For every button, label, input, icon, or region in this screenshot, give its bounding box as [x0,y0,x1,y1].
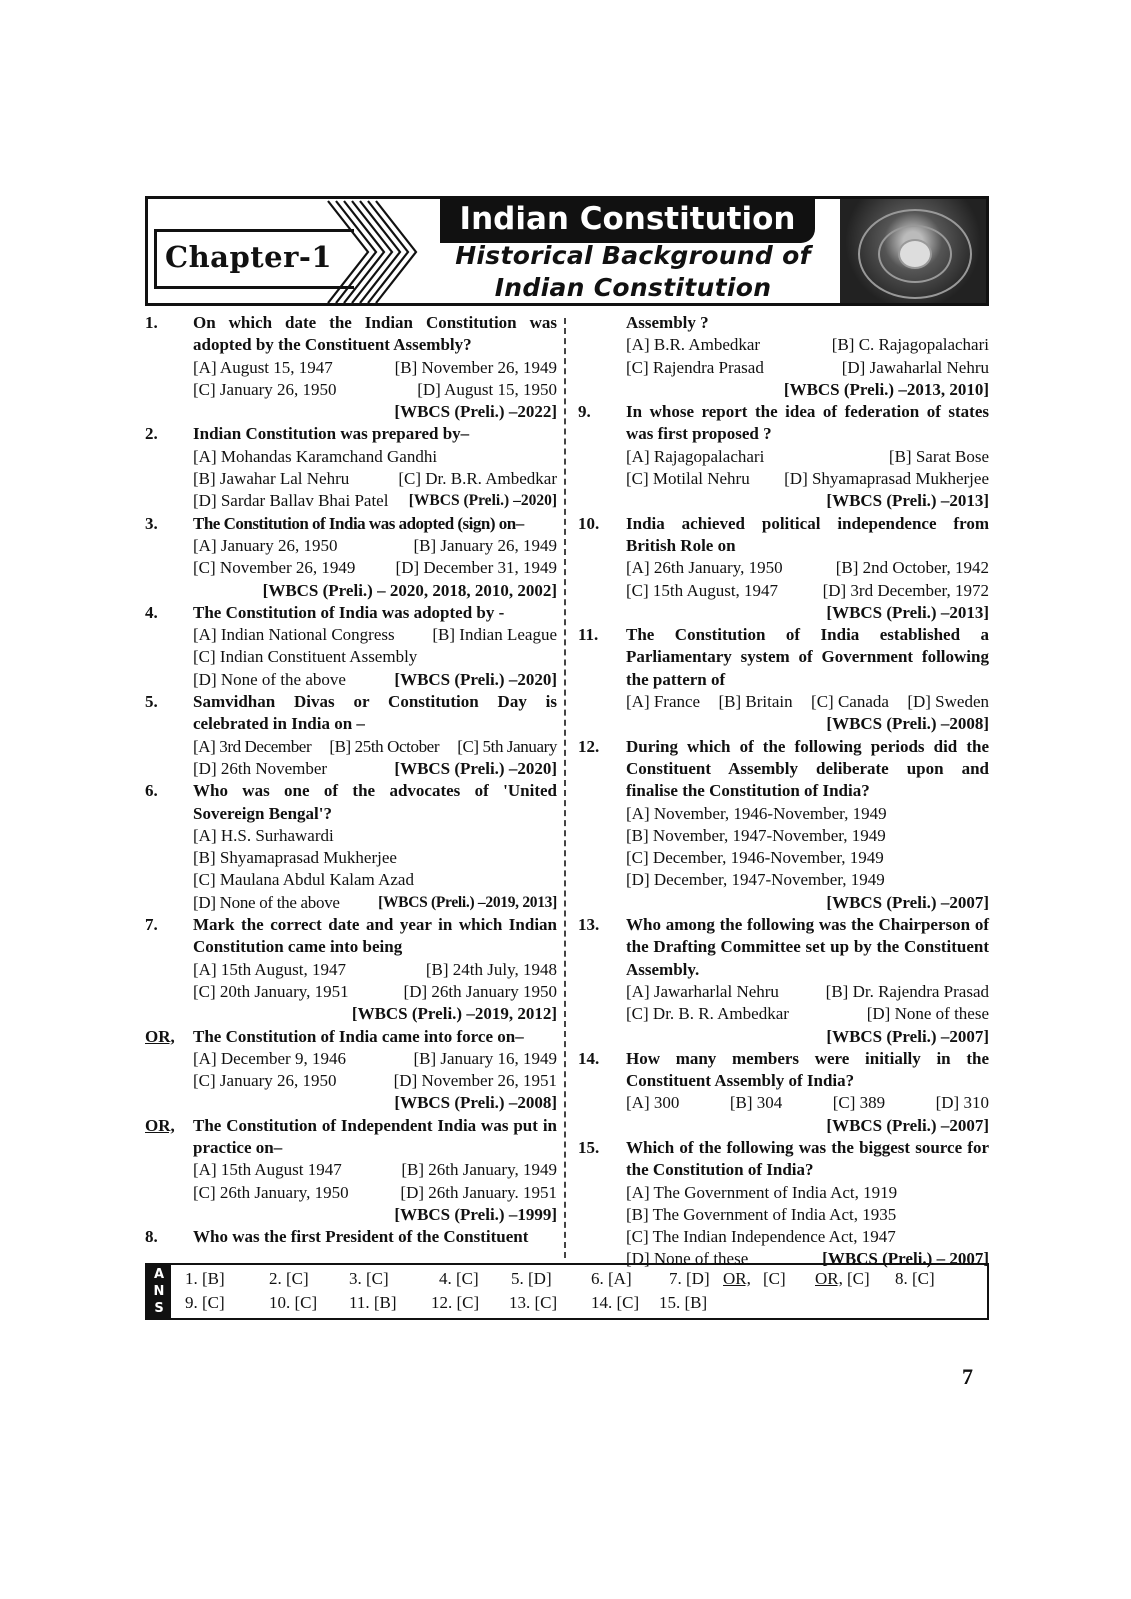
exam-reference: [WBCS (Preli.) –2019, 2013] [378,893,557,911]
chapter-subtitle-line2: Indian Constitution [494,273,772,302]
question-5 [145,691,557,780]
question-14 [578,1048,989,1137]
question-2 [145,423,557,512]
answer-item: 2. [C] [269,1269,309,1288]
answer-item: 9. [C] [185,1293,225,1312]
left-column [145,312,557,1248]
question-15 [578,1137,989,1271]
option-b: [B] 25th October [329,736,440,756]
option-b: [B] November, 1947-November, 1949 [626,825,886,845]
answer-item: 5. [D] [511,1269,552,1288]
option-b: [B] Britain [718,692,793,712]
option-c: [C] Rajendra Prasad [626,357,764,377]
exam-reference: [WBCS (Preli.) –2008] [394,1093,557,1113]
question-number: 6. [145,781,158,801]
option-b: [B] January 16, 1949 [413,1048,557,1068]
option-b: [B] 24th July, 1948 [425,959,557,979]
question-text: In whose report the idea of federation of states was first proposed ? [626,402,989,444]
option-c: [C] January 26, 1950 [193,1071,337,1091]
option-c: [C] Canada [811,692,889,712]
option-d: [D] August 15, 1950 [417,379,557,399]
question-text: The Constitution of India was adopted (sign) on– [193,513,524,533]
question-text: The Constitution of India came into force on– [193,1026,524,1046]
exam-reference: [WBCS (Preli.) –2007] [826,1026,989,1046]
option-d: [D] 26th January 1950 [403,981,557,1001]
option-c: [C] 5th January [457,736,557,756]
option-d: [D] None of these [866,1004,989,1024]
question-number: 9. [578,402,591,422]
option-d: [D] December, 1947-November, 1949 [626,870,885,890]
option-a: [A] 15th August, 1947 [193,959,346,979]
exam-reference: [WBCS (Preli.) –2020] [394,758,557,778]
question-4 [145,602,557,691]
option-d: [D] None of the above [193,892,340,912]
option-b: [B] Jawahar Lal Nehru [193,469,350,489]
option-b: [B] Indian League [432,625,557,645]
question-text: Which of the following was the biggest source for the Constitution of India? [626,1137,989,1180]
question-6 [145,780,557,914]
option-a: [A] 15th August 1947 [193,1160,342,1180]
answer-key-tag: A N S [147,1265,171,1319]
answer-item: 3. [C] [349,1269,389,1288]
page-number: 7 [962,1364,973,1389]
exam-reference: [WBCS (Preli.) –2008] [826,714,989,734]
option-d: [D] 310 [935,1093,989,1113]
option-c: [C] November 26, 1949 [193,558,356,578]
question-text: On which date the Indian Constitution was adopted by the Constituent Assembly? [193,313,557,355]
option-b: [B] January 26, 1949 [413,535,557,555]
question-11 [578,624,989,735]
option-a: [A] Rajagopalachari [626,446,765,466]
question-text: Who among the following was the Chairperson of the Drafting Committee set up by the Constituent Assembly. [626,915,989,979]
exam-reference: [WBCS (Preli.) –2007] [826,892,989,912]
answer-item: 11. [B] [349,1293,397,1312]
question-12 [578,736,989,914]
exam-reference: [WBCS (Preli.) –2013] [826,602,989,622]
question-8-continued [578,312,989,401]
option-a: [A] August 15, 1947 [193,357,333,377]
question-text: India achieved political independence from British Role on [626,513,989,555]
option-a: [A] 3rd December [193,736,312,756]
question-number: 12. [578,736,600,756]
option-a: [A] France [626,692,701,712]
question-number: 7. [145,915,158,935]
exam-reference: [WBCS (Preli.) –2020] [394,669,557,689]
question-9 [578,401,989,512]
option-a: [A] December 9, 1946 [193,1048,346,1068]
question-number: 4. [145,602,158,622]
answer-item: 13. [C] [509,1293,558,1312]
column-divider [564,318,566,1258]
exam-reference: [WBCS (Preli.) –2022] [394,402,557,422]
chapter-box [154,229,354,289]
question-7-or-1 [145,1026,557,1115]
option-d: [D] Sardar Ballav Bhai Patel [193,491,389,511]
option-b: [B] The Government of India Act, 1935 [626,1204,897,1224]
question-number: 3. [145,513,158,533]
option-a: [A] 26th January, 1950 [626,558,783,578]
exam-reference: [WBCS (Preli.) – 2007] [822,1249,989,1269]
option-c: [C] 389 [832,1093,886,1113]
question-text: The Constitution of India established a Parliamentary system of Government following the pattern of [626,625,989,689]
answer-item: 12. [C] [431,1293,480,1312]
option-c: [C] 15th August, 1947 [626,580,779,600]
answer-item: 7. [D] [669,1269,710,1288]
question-number: 8. [145,1227,158,1247]
chapter-banner [145,196,989,306]
option-d: [D] 26th November [193,758,328,778]
option-d: [D] Jawaharlal Nehru [841,357,989,377]
chapter-subtitle-line1: Historical Background of [455,241,811,270]
question-text: Mark the correct date and year in which Indian Constitution came into being [193,915,557,957]
question-3 [145,513,557,602]
question-text: Indian Constitution was prepared by– [193,424,470,444]
chapter-label: Chapter-1 [165,240,333,274]
option-d: [D] 26th January. 1951 [400,1182,557,1202]
option-a: [A] Mohandas Karamchand Gandhi [193,446,438,466]
exam-reference: [WBCS (Preli.) –2013] [826,491,989,511]
question-text: During which of the following periods did the Constituent Assembly deliberate upon and finalise the Constitution of India? [626,736,989,801]
exam-reference: [WBCS (Preli.) – 2020, 2018, 2010, 2002] [262,580,557,600]
option-b: [B] Sarat Bose [888,446,989,466]
answer-item: 1. [B] [185,1269,225,1288]
option-a: [A] November, 1946-November, 1949 [626,803,887,823]
chevron-arrows-icon [326,199,426,305]
answer-item: 14. [C] [591,1293,640,1312]
option-c: [C] 20th January, 1951 [193,981,349,1001]
question-text: The Constitution of Independent India was put in practice on– [193,1115,557,1157]
question-text: The Constitution of India was adopted by - [193,602,505,622]
option-b: [B] 26th January, 1949 [401,1160,557,1180]
question-number: 13. [578,915,600,935]
option-d: [D] Shyamaprasad Mukherjee [784,469,989,489]
question-number: 2. [145,424,158,444]
answer-item: [C] [847,1269,870,1288]
question-text: Who was the first President of the Constituent [193,1227,529,1247]
option-c: [C] Indian Constituent Assembly [193,647,418,667]
option-b: [B] Dr. Rajendra Prasad [825,981,989,1001]
question-8 [145,1226,557,1248]
answer-item: [C] [763,1269,786,1288]
option-b: [B] C. Rajagopalachari [831,335,989,355]
parliament-photo [840,199,986,305]
option-c: [C] Dr. B.R. Ambedkar [398,469,557,489]
question-7 [145,914,557,1025]
question-text-continued: Assembly ? [626,313,709,332]
question-number: OR, [145,1026,175,1046]
question-number: 15. [578,1137,600,1157]
question-text: Samvidhan Divas or Constitution Day is celebrated in India on – [193,692,557,734]
option-d: [D] November 26, 1951 [393,1071,557,1091]
exam-reference: [WBCS (Preli.) –2007] [826,1115,989,1135]
option-d: [D] Sweden [907,692,989,712]
question-number: OR, [145,1115,175,1135]
option-d: [D] None of the above [193,669,346,689]
option-b: [B] November 26, 1949 [394,357,557,377]
question-1 [145,312,557,423]
question-text: How many members were initially in the Constituent Assembly of India? [626,1048,989,1091]
question-number: 1. [145,313,158,332]
answer-item: 4. [C] [439,1269,479,1288]
exam-reference: [WBCS (Preli.) –2019, 2012] [351,1004,557,1024]
option-b: [B] 304 [729,1093,783,1113]
option-a: [A] H.S. Surhawardi [193,825,334,845]
title-bar [440,199,815,243]
option-a: [A] The Government of India Act, 1919 [626,1182,898,1202]
question-number: 14. [578,1048,600,1068]
option-a: [A] Jawarharlal Nehru [626,981,779,1001]
answer-item-or: OR, [723,1269,751,1288]
option-c: [C] January 26, 1950 [193,379,337,399]
exam-reference: [WBCS (Preli.) –2013, 2010] [783,379,989,399]
option-c: [C] 26th January, 1950 [193,1182,349,1202]
question-10 [578,513,989,624]
option-b: [B] 2nd October, 1942 [835,558,989,578]
option-a: [A] January 26, 1950 [193,535,338,555]
option-c: [C] December, 1946-November, 1949 [626,848,884,868]
answer-item-or: OR, [815,1269,843,1288]
answer-item: 6. [A] [591,1269,632,1288]
option-d: [D] December 31, 1949 [395,558,557,578]
question-text: Who was one of the advocates of 'United Sovereign Bengal'? [193,781,557,823]
question-number: 11. [578,625,599,645]
right-column [578,312,989,1271]
question-7-or-2 [145,1115,557,1226]
answer-item: 8. [C] [895,1269,935,1288]
option-c: [C] Motilal Nehru [626,469,750,489]
option-c: [C] Dr. B. R. Ambedkar [626,1004,789,1024]
option-d: [D] None of these [626,1249,749,1269]
exam-reference: [WBCS (Preli.) –1999] [394,1204,557,1224]
question-number: 5. [145,692,158,712]
answer-item: 10. [C] [269,1293,318,1312]
exam-reference: [WBCS (Preli.) –2020] [408,492,557,510]
option-a: [A] Indian National Congress [193,625,395,645]
option-c: [C] Maulana Abdul Kalam Azad [193,870,414,890]
answer-item: 15. [B] [659,1293,708,1312]
option-a: [A] B.R. Ambedkar [626,335,761,355]
option-a: [A] 300 [626,1093,680,1113]
option-b: [B] Shyamaprasad Mukherjee [193,848,397,868]
option-d: [D] 3rd December, 1972 [822,580,989,600]
chapter-title: Indian Constitution [459,201,796,237]
option-c: [C] The Indian Independence Act, 1947 [626,1227,896,1247]
question-number: 10. [578,513,600,533]
question-13 [578,914,989,1048]
answer-key [145,1263,989,1320]
